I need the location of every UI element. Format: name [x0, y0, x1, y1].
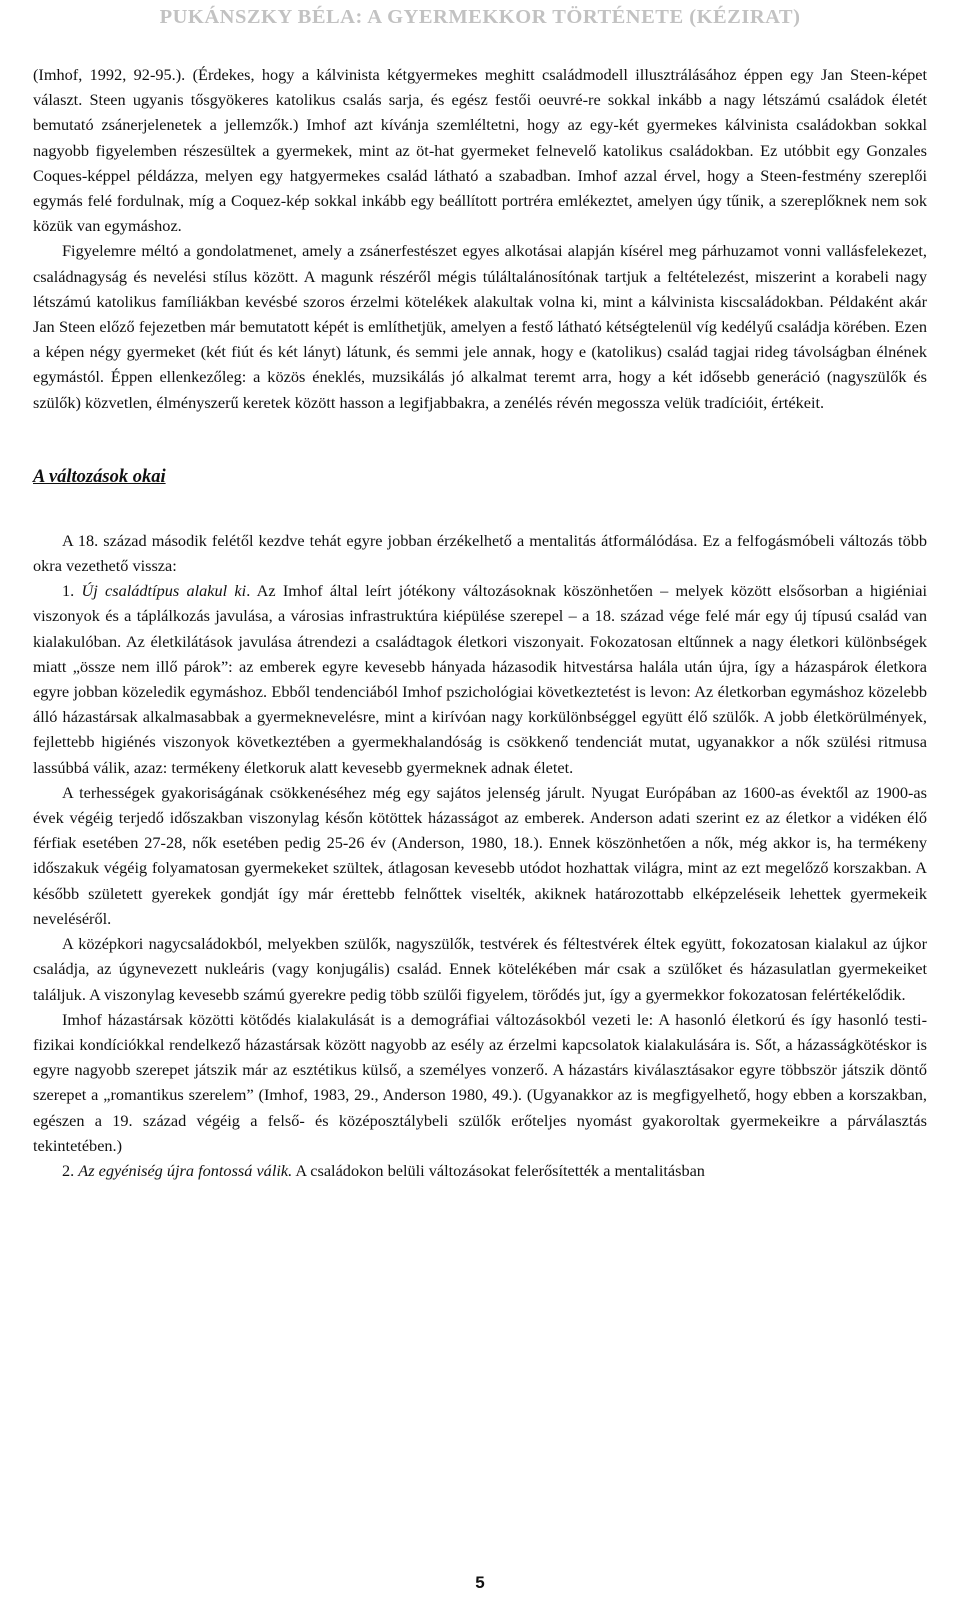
list-item-number: 1.: [62, 581, 82, 601]
list-item-title: Új családtípus alakul ki: [81, 581, 247, 601]
paragraph-imhof-steen: (Imhof, 1992, 92-95.). (Érdekes, hogy a kálvinista kétgyermekes meghitt családmodell illusztrálásához éppen egy Jan Steen-képet választ. Steen ugyanis tősgyökeres katolikus csalás sarja, és egész festői oeuvré-re sokkal inkább a nagy létszámú családok életét bemutató zsánerjelenetek a jellemzők.) Imhof azt kívánja szemléltetni, hogy az egy-két gyermekes kálvinista családokban sokkal nagyobb figyelemben részesültek a gyermekek, mint az öt-hat gyermeket felnevelő katolikus családokban. Ez utóbbit egy Gonzales Coques-képpel példázza, melyen egy hatgyermekes család látható a szabadban. Imhof azzal érvel, hogy a Steen-festmény szereplői egymás felé fordulnak, míg a Coquez-kép sokkal inkább egy beállított portréra emlékeztet, amelyen úgy tűnik, a szereplőknek nem sok közük van egymáshoz.: [33, 65, 927, 236]
section-gap: [33, 490, 927, 528]
paragraph-nuclear-family: A középkori nagycsaládokból, melyekben szülők, nagyszülők, testvérek és féltestvérek éltek együtt, fokozatosan kialakul az újkor családja, az úgynevezett nukleáris (vagy konjugális) család. Ennek kötelékében már csak a szülőket és házasulatlan gyermekeiket találjuk. A viszonylag kevesebb számú gyerekre pedig több szülői figyelem, törődés jut, így a gyermekkor fokozatosan felértékelődik.: [33, 934, 927, 1004]
running-header: PUKÁNSZKY BÉLA: A GYERMEKKOR TÖRTÉNETE (KÉZIRAT): [159, 6, 801, 28]
document-body: [33, 62, 927, 1183]
list-item-title: Az egyéniség újra fontossá válik.: [78, 1160, 293, 1180]
paragraph-genre-painting: Figyelemre méltó a gondolatmenet, amely a zsánerfestészet egyes alkotásai alapján kísérel meg párhuzamot vonni vallásfelekezet, családnagyság és nevelési stílus között. A magunk részéről mégis túláltalánosítónak tartjuk a feltételezést, miszerint a korabeli nagy létszámú katolikus famíliákban kevésbé szoros érzelmi kötelékek alakultak volna ki, mint a kálvinista kiscsaládokban. Példaként akár Jan Steen előző fejezetben már bemutatott képét is említhetjük, amelyen a festő látható kétségtelenül víg kedélyű családja körében. Ezen a képen négy gyermeket (két fiút és két lányt) látunk, és semmi jele annak, hogy e (katolikus) család tagjai rideg távolságban élnének egymástól. Éppen ellenkezőleg: a közös éneklés, muzsikálás jó alkalmat teremt arra, hogy a két idősebb generáció (nagyszülők és szülők) közvetlen, élményszerű keretek között hasson a legifjabbakra, a zenélés révén megossza velük tradícióit, értékeit.: [33, 241, 927, 412]
paragraph-intro-causes: A 18. század második felétől kezdve tehát egyre jobban érzékelhető a mentalitás átformálódása. Ez a felfogásmóbeli változás több okra vezethető vissza:: [33, 530, 927, 576]
list-item-text: . Az Imhof által leírt jótékony változásoknak köszönhetően – melyek között elsősorban a higiéniai viszonyok és a táplálkozás javulása, a városias infrastruktúra kiépülése szerepel – a 18. század vége felé már egy új típusú család van kialakulóban. Az életkilátások javulása átrendezi a családtagok életkori viszonyait. Fokozatosan eltűnnek a nagy életkori különbségek miatt „össze nem illő párok”: az emberek egyre kevesebb hányada házasodik hitvestársa halála után újra, így a házaspárok életkora egyre jobban közeledik egymáshoz. Ebből tendenciából Imhof pszichológiai következtetést is levon: Az életkorban egymáshoz közelebb álló házastársak alkalmasabbak a gyermeknevelésre, mint a kirívóan nagy korkülönbséggel együtt élő szülők. A jobb életkörülmények, fejlettebb higiénés viszonyok következtében a gyermekhalandóság is csökkenő tendenciát mutat, ugyanakkor a nők szülési ritmusa lassúbbá válik, azaz: termékeny életkoruk alatt kevesebb gyermeknek adnak életet.: [33, 581, 928, 777]
list-item-new-family-type: [33, 578, 927, 780]
section-heading-causes: A változások okai: [33, 466, 166, 487]
list-item-individuality: [33, 1158, 927, 1183]
paragraph-spousal-bond: Imhof házastársak közötti kötődés kialakulását is a demográfiai változásokból vezeti le: A hasonló életkorú és így hasonló testi-fizikai kondíciókkal rendelkező házastársak között nagyobb az esély az érzelmi kapcsolatok kialakulására is. Sőt, a házasságkötéskor is egyre nagyobb szerepet játszik már az esztétikus külső, a személyes vonzerő. A házastárs kiválasztásakor egyre többször játszik döntő szerepet a „romantikus szerelem” (Imhof, 1983, 29., Anderson 1980, 49.). (Ugyanakkor az is megfigyelhető, hogy ebben a korszakban, egészen a 19. század végéig a felső- és középosztálybeli szülők erőteljes nyomást gyakoroltak gyermekeikre a párválasztás tekintetében.): [33, 1009, 927, 1155]
list-item-number: 2.: [62, 1160, 79, 1180]
page-number: 5: [475, 1573, 485, 1592]
paragraph-pregnancy-frequency: A terhességek gyakoriságának csökkenéséhez még egy sajátos jelenség járult. Nyugat Európában az 1600-as évektől az 1900-as évek végéig terjedő időszakban viszonylag későn kötöttek házasságot az emberek. Anderson adati szerint ez az életkor a vidéken élő férfiak esetében 27-28, nők esetében pedig 25-26 év (Anderson, 1980, 18.). Ennek köszönhetően a nők, még akkor is, ha termékeny időszakuk végéig folyamatosan gyermekeket szültek, átlagosan kevesebb utódot hozhattak világra, mint az ezt megelőző korszakban. A később született gyerekek gondját így már érettebb felnőttek viselték, akiknek határozottabb elképzeléseik lehettek gyermekeik neveléséről.: [33, 782, 927, 928]
list-item-text: A családokon belüli változásokat felerősítették a mentalitásban: [292, 1160, 705, 1180]
